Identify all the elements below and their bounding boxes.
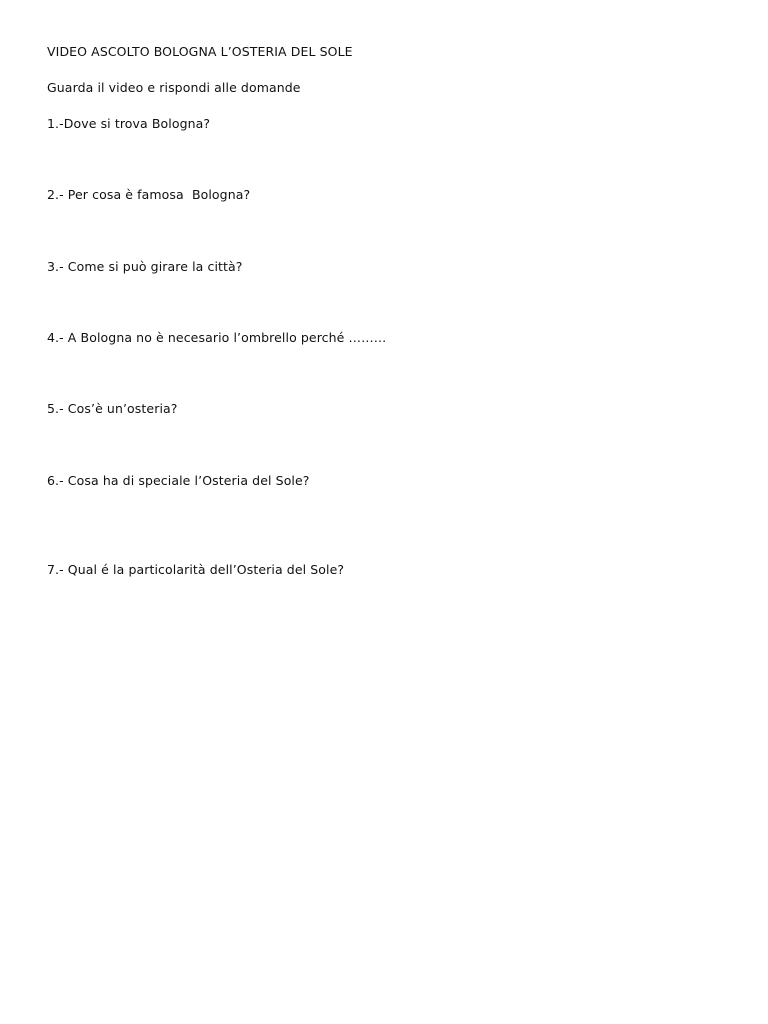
document-title: VIDEO ASCOLTO BOLOGNA L’OSTERIA DEL SOLE	[47, 44, 353, 59]
instructions: Guarda il video e rispondi alle domande	[47, 80, 301, 95]
question-6: 6.- Cosa ha di speciale l’Osteria del Sole?	[47, 473, 310, 488]
question-2: 2.- Per cosa è famosa Bologna?	[47, 187, 251, 202]
question-3: 3.- Come si può girare la città?	[47, 259, 243, 274]
question-5: 5.- Cos’è un’osteria?	[47, 401, 178, 416]
question-1: 1.-Dove si trova Bologna?	[47, 116, 211, 131]
question-7: 7.- Qual é la particolarità dell’Osteria del Sole?	[47, 562, 345, 577]
question-4: 4.- A Bologna no è necesario l’ombrello perché ………	[47, 330, 387, 345]
